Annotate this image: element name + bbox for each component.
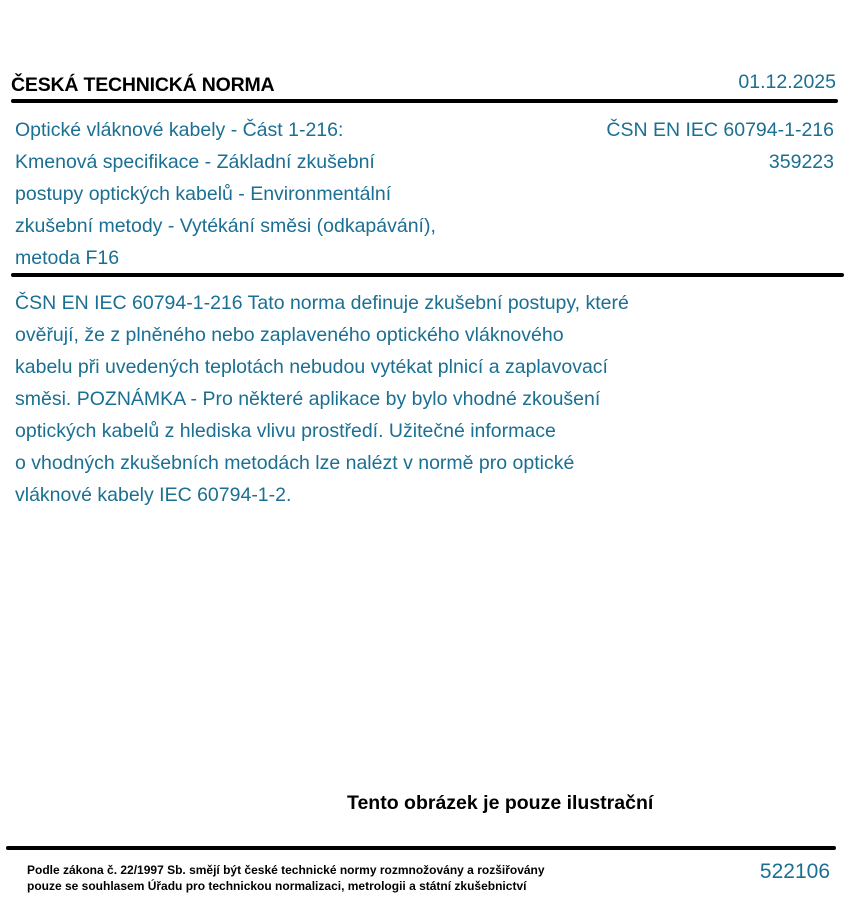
standard-title-line: Kmenová specifikace - Základní zkušební bbox=[15, 151, 375, 173]
illustration-disclaimer: Tento obrázek je pouze ilustrační bbox=[347, 792, 654, 814]
abstract-line: optických kabelů z hlediska vlivu prostředí. Užitečné informace bbox=[15, 420, 556, 442]
standard-identification bbox=[606, 114, 834, 178]
legal-notice-line: Podle zákona č. 22/1997 Sb. smějí být české technické normy rozmnožovány a rozšiřovány bbox=[27, 863, 545, 877]
footer-divider bbox=[6, 846, 836, 850]
abstract-line: ověřují, že z plněného nebo zaplaveného optického vláknového bbox=[15, 324, 564, 346]
abstract-line: ČSN EN IEC 60794-1-216 Tato norma definuje zkušební postupy, které bbox=[15, 292, 629, 314]
footer-code: 522106 bbox=[759, 860, 830, 883]
publication-date: 01.12.2025 bbox=[738, 71, 836, 93]
standard-title-line: postupy optických kabelů - Environmentální bbox=[15, 183, 392, 205]
abstract-text bbox=[15, 287, 715, 511]
standard-title-line: Optické vláknové kabely - Část 1-216: bbox=[15, 119, 344, 141]
legal-notice-line: pouze se souhlasem Úřadu pro technickou normalizaci, metrologii a státní zkušebnictví bbox=[27, 879, 527, 893]
abstract-line: vláknové kabely IEC 60794-1-2. bbox=[15, 484, 292, 506]
title-divider bbox=[11, 273, 844, 277]
catalog-number: 359223 bbox=[768, 151, 834, 173]
standard-title bbox=[15, 114, 535, 274]
header-divider bbox=[11, 99, 838, 103]
abstract-line: kabelu při uvedených teplotách nebudou vytékat plnicí a zaplavovací bbox=[15, 356, 608, 378]
standard-title-line: metoda F16 bbox=[15, 247, 120, 269]
document-header-title: ČESKÁ TECHNICKÁ NORMA bbox=[11, 74, 275, 96]
standard-designation: ČSN EN IEC 60794-1-216 bbox=[606, 119, 834, 141]
legal-notice bbox=[27, 862, 545, 894]
abstract-line: o vhodných zkušebních metodách lze nalézt v normě pro optické bbox=[15, 452, 575, 474]
abstract-line: směsi. POZNÁMKA - Pro některé aplikace by bylo vhodné zkoušení bbox=[15, 388, 601, 410]
standard-title-line: zkušební metody - Vytékání směsi (odkapávání), bbox=[15, 215, 436, 237]
